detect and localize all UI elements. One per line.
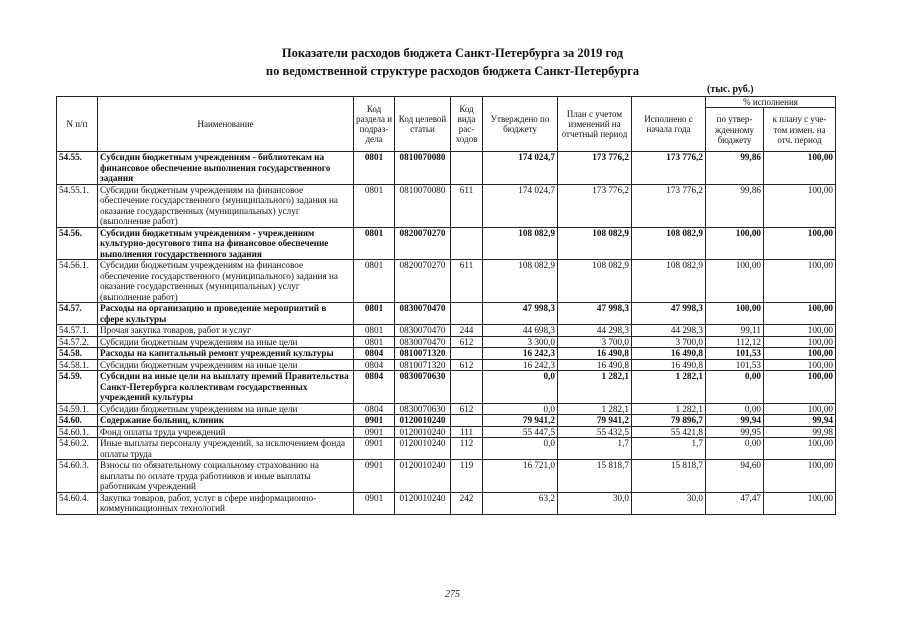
- row-razdel-code: 0901: [354, 415, 395, 427]
- row-pct-approved: 101,53: [706, 348, 764, 360]
- table-body: [57, 152, 836, 515]
- row-name: Содержание больниц, клиник: [98, 415, 354, 427]
- expenditure-table: [56, 96, 836, 515]
- row-approved: 3 300,0: [483, 336, 558, 348]
- header-np: N п/п: [57, 97, 98, 152]
- row-pct-plan: 99,98: [764, 426, 836, 438]
- row-target-code: 0120010240: [395, 492, 451, 514]
- row-executed: 47 998,3: [632, 303, 706, 325]
- row-number: 54.60.: [57, 415, 98, 427]
- row-vid-code: 612: [451, 359, 483, 371]
- row-pct-approved: 99,86: [706, 184, 764, 227]
- row-pct-plan: 100,00: [764, 348, 836, 360]
- row-executed: 3 700,0: [632, 336, 706, 348]
- row-name: Взносы по обязательному социальному страхованию на выплаты по оплате труда работников и иные выплаты работникам учреждений: [98, 460, 354, 493]
- row-plan: 44 298,3: [558, 325, 632, 337]
- row-pct-plan: 100,00: [764, 403, 836, 415]
- row-approved: 108 082,9: [483, 227, 558, 260]
- row-pct-approved: 100,00: [706, 227, 764, 260]
- row-vid-code: 611: [451, 184, 483, 227]
- table-row: [57, 492, 836, 514]
- row-approved: 0,0: [483, 403, 558, 415]
- row-pct-approved: 100,00: [706, 260, 764, 303]
- row-number: 54.56.: [57, 227, 98, 260]
- row-approved: 16 242,3: [483, 348, 558, 360]
- table-row: [57, 359, 836, 371]
- row-razdel-code: 0901: [354, 438, 395, 460]
- row-pct-approved: 99,94: [706, 415, 764, 427]
- row-target-code: 0120010240: [395, 426, 451, 438]
- row-approved: 55 447,5: [483, 426, 558, 438]
- header-plan: План с учетом изменений на отчетный период: [558, 97, 632, 152]
- row-vid-code: [451, 371, 483, 404]
- row-executed: 1 282,1: [632, 371, 706, 404]
- row-plan: 108 082,9: [558, 260, 632, 303]
- row-approved: 108 082,9: [483, 260, 558, 303]
- row-executed: 79 896,7: [632, 415, 706, 427]
- row-approved: 44 698,3: [483, 325, 558, 337]
- row-executed: 30,0: [632, 492, 706, 514]
- row-pct-approved: 99,86: [706, 152, 764, 185]
- header-name: Наименование: [98, 97, 354, 152]
- row-name: Субсидии бюджетным учреждениям - библиотекам на финансовое обеспечение выполнения государственного задания: [98, 152, 354, 185]
- row-number: 54.59.1.: [57, 403, 98, 415]
- row-executed: 44 298,3: [632, 325, 706, 337]
- row-razdel-code: 0804: [354, 403, 395, 415]
- row-pct-plan: 100,00: [764, 303, 836, 325]
- row-number: 54.57.: [57, 303, 98, 325]
- row-target-code: 0820070270: [395, 260, 451, 303]
- table-row: [57, 460, 836, 493]
- row-razdel-code: 0804: [354, 371, 395, 404]
- row-name: Субсидии бюджетным учреждениям - учреждениям культурно-досугового типа на финансовое обеспечение выполнения государственного задания: [98, 227, 354, 260]
- row-approved: 16 721,0: [483, 460, 558, 493]
- header-exec: Исполнено с начала года: [632, 97, 706, 152]
- row-number: 54.55.: [57, 152, 98, 185]
- header-pct: % исполнения: [706, 97, 836, 108]
- row-pct-plan: 100,00: [764, 492, 836, 514]
- row-name: Расходы на организацию и проведение мероприятий в сфере культуры: [98, 303, 354, 325]
- row-target-code: 0830070470: [395, 336, 451, 348]
- row-target-code: 0810071320: [395, 359, 451, 371]
- row-pct-plan: 100,00: [764, 152, 836, 185]
- document-title-line-2: по ведомственной структуре расходов бюджета Санкт-Петербурга: [265, 64, 640, 78]
- row-pct-approved: 112,12: [706, 336, 764, 348]
- row-executed: 108 082,9: [632, 260, 706, 303]
- table-row: [57, 415, 836, 427]
- row-pct-plan: 100,00: [764, 460, 836, 493]
- page-number: 275: [445, 589, 460, 600]
- row-razdel-code: 0901: [354, 426, 395, 438]
- row-pct-plan: 100,00: [764, 438, 836, 460]
- row-executed: 1,7: [632, 438, 706, 460]
- row-target-code: 0820070270: [395, 227, 451, 260]
- table-row: [57, 438, 836, 460]
- row-razdel-code: 0804: [354, 359, 395, 371]
- row-plan: 16 490,8: [558, 348, 632, 360]
- row-plan: 16 490,8: [558, 359, 632, 371]
- header-pct-approved: по утвер-жденному бюджету: [706, 108, 764, 152]
- units-label: (тыс. руб.): [707, 84, 754, 95]
- row-executed: 55 421,8: [632, 426, 706, 438]
- row-vid-code: [451, 227, 483, 260]
- row-plan: 1 282,1: [558, 403, 632, 415]
- row-number: 54.58.: [57, 348, 98, 360]
- document-title-line-1: Показатели расходов бюджета Санкт-Петербурга за 2019 год: [281, 46, 624, 60]
- row-executed: 15 818,7: [632, 460, 706, 493]
- table-row: [57, 371, 836, 404]
- row-vid-code: [451, 415, 483, 427]
- row-razdel-code: 0801: [354, 227, 395, 260]
- table-row: [57, 260, 836, 303]
- table-row: [57, 303, 836, 325]
- header-razdel: Код раздела и подраз-дела: [354, 97, 395, 152]
- row-number: 54.60.4.: [57, 492, 98, 514]
- row-plan: 173 776,2: [558, 152, 632, 185]
- row-pct-plan: 100,00: [764, 336, 836, 348]
- row-target-code: 0120010240: [395, 415, 451, 427]
- row-razdel-code: 0901: [354, 492, 395, 514]
- row-approved: 174 024,7: [483, 152, 558, 185]
- row-plan: 15 818,7: [558, 460, 632, 493]
- row-approved: 63,2: [483, 492, 558, 514]
- row-name: Прочая закупка товаров, работ и услуг: [98, 325, 354, 337]
- row-vid-code: 242: [451, 492, 483, 514]
- table-row: [57, 227, 836, 260]
- row-pct-plan: 100,00: [764, 184, 836, 227]
- row-name: Фонд оплаты труда учреждений: [98, 426, 354, 438]
- table-row: [57, 184, 836, 227]
- row-plan: 30,0: [558, 492, 632, 514]
- row-vid-code: 612: [451, 336, 483, 348]
- row-number: 54.60.3.: [57, 460, 98, 493]
- row-pct-plan: 100,00: [764, 260, 836, 303]
- row-name: Субсидии на иные цели на выплату премий Правительства Санкт-Петербурга коллективам государственных учреждений культуры: [98, 371, 354, 404]
- row-target-code: 0120010240: [395, 438, 451, 460]
- row-name: Субсидии бюджетным учреждениям на финансовое обеспечение государственного (муниципального) задания на оказание государственных (муниципальных) услуг (выполнение работ): [98, 260, 354, 303]
- row-vid-code: 612: [451, 403, 483, 415]
- row-number: 54.57.1.: [57, 325, 98, 337]
- row-approved: 79 941,2: [483, 415, 558, 427]
- row-executed: 108 082,9: [632, 227, 706, 260]
- row-vid-code: 244: [451, 325, 483, 337]
- row-pct-approved: 0,00: [706, 403, 764, 415]
- row-razdel-code: 0801: [354, 152, 395, 185]
- row-approved: 174 024,7: [483, 184, 558, 227]
- row-vid-code: 112: [451, 438, 483, 460]
- row-target-code: 0120010240: [395, 460, 451, 493]
- header-approved: Утверждено по бюджету: [483, 97, 558, 152]
- row-number: 54.57.2.: [57, 336, 98, 348]
- header-vid: Код вида рас-ходов: [451, 97, 483, 152]
- row-approved: 0,0: [483, 438, 558, 460]
- table-row: [57, 403, 836, 415]
- row-plan: 79 941,2: [558, 415, 632, 427]
- table-row: [57, 426, 836, 438]
- row-vid-code: [451, 303, 483, 325]
- row-plan: 47 998,3: [558, 303, 632, 325]
- row-number: 54.58.1.: [57, 359, 98, 371]
- row-approved: 47 998,3: [483, 303, 558, 325]
- row-pct-approved: 101,53: [706, 359, 764, 371]
- table-row: [57, 152, 836, 185]
- row-plan: 108 082,9: [558, 227, 632, 260]
- header-pct-plan: к плану с уче-том измен. на отч. период: [764, 108, 836, 152]
- row-name: Субсидии бюджетным учреждениям на иные цели: [98, 403, 354, 415]
- row-pct-approved: 47,47: [706, 492, 764, 514]
- row-number: 54.59.: [57, 371, 98, 404]
- row-executed: 16 490,8: [632, 359, 706, 371]
- row-pct-plan: 100,00: [764, 325, 836, 337]
- table-row: [57, 325, 836, 337]
- row-pct-approved: 0,00: [706, 438, 764, 460]
- row-vid-code: 611: [451, 260, 483, 303]
- row-number: 54.56.1.: [57, 260, 98, 303]
- row-name: Расходы на капитальный ремонт учреждений культуры: [98, 348, 354, 360]
- row-name: Иные выплаты персоналу учреждений, за исключением фонда оплаты труда: [98, 438, 354, 460]
- row-pct-plan: 99,94: [764, 415, 836, 427]
- row-target-code: 0830070470: [395, 303, 451, 325]
- row-target-code: 0810070080: [395, 184, 451, 227]
- row-name: Субсидии бюджетным учреждениям на иные цели: [98, 336, 354, 348]
- row-razdel-code: 0801: [354, 303, 395, 325]
- row-name: Субсидии бюджетным учреждениям на иные цели: [98, 359, 354, 371]
- row-executed: 173 776,2: [632, 152, 706, 185]
- row-plan: 1,7: [558, 438, 632, 460]
- row-plan: 3 700,0: [558, 336, 632, 348]
- row-plan: 55 432,5: [558, 426, 632, 438]
- table-row: [57, 336, 836, 348]
- row-target-code: 0830070630: [395, 371, 451, 404]
- row-approved: 0,0: [483, 371, 558, 404]
- row-razdel-code: 0901: [354, 460, 395, 493]
- row-razdel-code: 0801: [354, 260, 395, 303]
- row-executed: 1 282,1: [632, 403, 706, 415]
- row-approved: 16 242,3: [483, 359, 558, 371]
- row-razdel-code: 0801: [354, 184, 395, 227]
- row-target-code: 0830070630: [395, 403, 451, 415]
- row-pct-plan: 100,00: [764, 371, 836, 404]
- table-row: [57, 348, 836, 360]
- row-pct-approved: 94,60: [706, 460, 764, 493]
- header-target: Код целевой статьи: [395, 97, 451, 152]
- row-razdel-code: 0801: [354, 336, 395, 348]
- row-plan: 1 282,1: [558, 371, 632, 404]
- row-number: 54.60.1.: [57, 426, 98, 438]
- row-pct-plan: 100,00: [764, 227, 836, 260]
- row-pct-approved: 99,11: [706, 325, 764, 337]
- row-vid-code: [451, 152, 483, 185]
- row-vid-code: [451, 348, 483, 360]
- row-plan: 173 776,2: [558, 184, 632, 227]
- row-razdel-code: 0801: [354, 325, 395, 337]
- row-name: Субсидии бюджетным учреждениям на финансовое обеспечение государственного (муниципального) задания на оказание государственных (муниципальных) услуг (выполнение работ): [98, 184, 354, 227]
- row-target-code: 0810070080: [395, 152, 451, 185]
- row-razdel-code: 0804: [354, 348, 395, 360]
- row-pct-approved: 0,00: [706, 371, 764, 404]
- row-pct-approved: 100,00: [706, 303, 764, 325]
- row-target-code: 0810071320: [395, 348, 451, 360]
- row-name: Закупка товаров, работ, услуг в сфере информационно-коммуникационных технологий: [98, 492, 354, 514]
- row-executed: 173 776,2: [632, 184, 706, 227]
- row-target-code: 0830070470: [395, 325, 451, 337]
- row-pct-plan: 100,00: [764, 359, 836, 371]
- row-executed: 16 490,8: [632, 348, 706, 360]
- row-number: 54.55.1.: [57, 184, 98, 227]
- row-number: 54.60.2.: [57, 438, 98, 460]
- row-pct-approved: 99,95: [706, 426, 764, 438]
- row-vid-code: 119: [451, 460, 483, 493]
- row-vid-code: 111: [451, 426, 483, 438]
